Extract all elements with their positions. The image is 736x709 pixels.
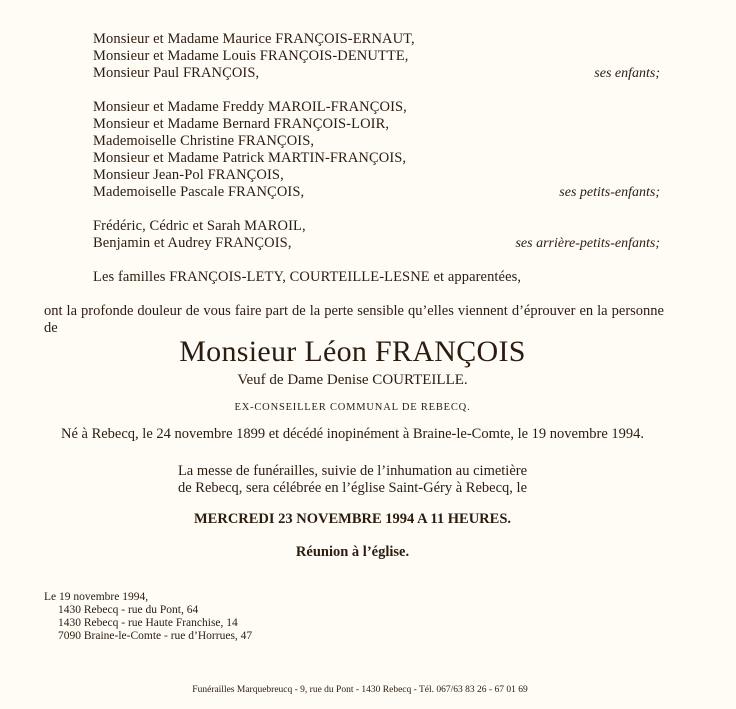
- family-line: Monsieur et Madame Louis FRANÇOIS-DENUTTE,: [93, 48, 409, 64]
- relationship-label: ses petits-enfants;: [559, 185, 660, 200]
- address-line: 1430 Rebecq - rue Haute Franchise, 14: [58, 617, 238, 629]
- funeral-line: de Rebecq, sera célébrée en l’église Saint-Géry à Rebecq, le: [177, 480, 528, 496]
- deceased-name: Monsieur Léon FRANÇOIS: [179, 335, 526, 368]
- relationship-label: ses arrière-petits-enfants;: [515, 236, 660, 251]
- family-line: Monsieur et Madame Freddy MAROIL-FRANÇOIS,: [93, 99, 407, 115]
- family-line: Monsieur et Madame Patrick MARTIN-FRANÇOIS,: [93, 150, 407, 166]
- family-line: Mademoiselle Pascale FRANÇOIS,: [93, 184, 305, 200]
- address-line: 1430 Rebecq - rue du Pont, 64: [58, 604, 199, 616]
- family-line: Benjamin et Audrey FRANÇOIS,: [93, 235, 292, 251]
- family-line: Monsieur Paul FRANÇOIS,: [93, 65, 260, 81]
- widower-line: Veuf de Dame Denise COURTEILLE.: [237, 372, 468, 388]
- address-line: 7090 Braine-le-Comte - rue d’Horrues, 47: [58, 630, 253, 642]
- family-line: Monsieur et Madame Maurice FRANÇOIS-ERNAUT,: [93, 31, 415, 47]
- funeral-home-footer: Funérailles Marquebreucq - 9, rue du Pont - 1430 Rebecq - Tél. 067/63 83 26 - 67 01 69: [192, 685, 528, 695]
- relationship-label: ses enfants;: [594, 66, 660, 81]
- dateline: Le 19 novembre 1994,: [44, 591, 149, 603]
- family-line: Monsieur et Madame Bernard FRANÇOIS-LOIR,: [93, 116, 390, 132]
- family-line: Mademoiselle Christine FRANÇOIS,: [93, 133, 315, 149]
- funeral-line: La messe de funérailles, suivie de l’inhumation au cimetière: [177, 463, 528, 479]
- families-line: Les familles FRANÇOIS-LETY, COURTEILLE-LESNE et apparentées,: [93, 269, 522, 285]
- announcement-text: ont la profonde douleur de vous faire part de la perte sensible qu’elles viennent d’éprouver en la personne de: [44, 303, 664, 336]
- family-line: Frédéric, Cédric et Sarah MAROIL,: [93, 218, 306, 234]
- birth-death-line: Né à Rebecq, le 24 novembre 1899 et décédé inopinément à Braine-le-Comte, le 19 novembre 1994.: [60, 426, 645, 442]
- funeral-date: MERCREDI 23 NOVEMBRE 1994 A 11 HEURES.: [193, 511, 512, 527]
- meeting-line: Réunion à l’église.: [295, 544, 410, 560]
- title-line: EX-CONSEILLER COMMUNAL DE REBECQ.: [234, 402, 471, 413]
- family-line: Monsieur Jean-Pol FRANÇOIS,: [93, 167, 284, 183]
